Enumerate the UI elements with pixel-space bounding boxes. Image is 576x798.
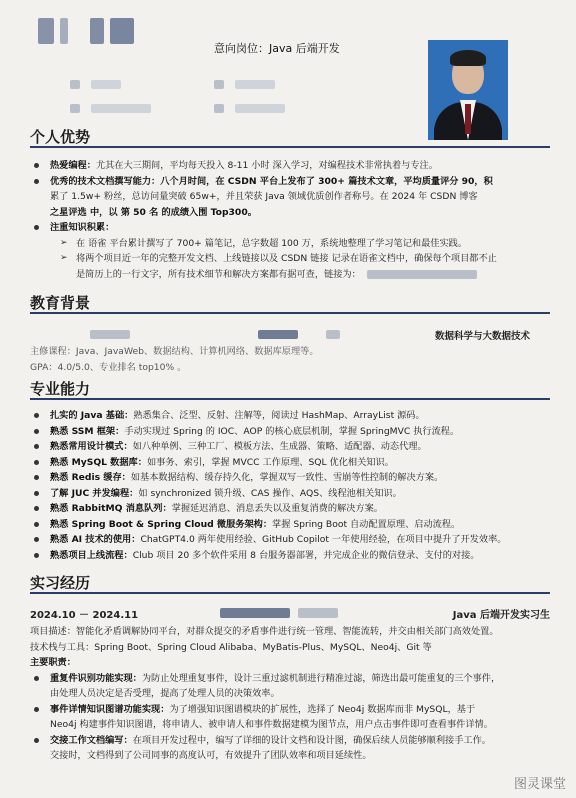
list-subitem: ➢ 在 语雀 平台累计撰写了 700+ 篇笔记，总字数超 100 万，系统地整理了学习笔记和最佳实践。 xyxy=(60,237,468,249)
section-title-education: 教育背景 xyxy=(30,294,91,312)
education-row xyxy=(30,328,550,342)
job-intention: 意向岗位：Java 后端开发 xyxy=(214,42,340,55)
skills-list: 扎实的 Java 基础：熟悉集合、泛型、反射、注解等，阅读过 HashMap、ArrayList 源码。 熟悉 SSM 框架：手动实现过 Spring 的 IOC、AOP 的核心底层机制，掌握 SpringMVC 执行流程。 熟悉常用设计模式：如八种单例、三种工厂、模板方法、生成器、策略、适配器、动态代理。 熟悉 MySQL 数据库：如事务、索引，掌握 MVCC 工作原理、SQL 优化相关知识。 熟悉 Redis 缓存：如基本数据结构、缓存持久化，掌握双写一致性、雪崩等性控制的解决方案。 了解 JUC 并发编程：如 synchronized 锁升级、CAS 操作、AQS、线程池相关知识。 熟悉 RabbitMQ 消息队列：掌握延迟消息、消息丢失以及重复消费的解决方案。 熟悉 Spring Boot & Spring Cloud 微服务架构：掌握 Spring Boot 自动配置原理、启动流程。 熟悉 AI 技术的使用：ChatGPT4.0 两年使用经验、GitHub Copilot 一年使用经验，在项目中提升了开发效率。 熟悉项目上线流程：Club 项目 20 多个软件采用 8 台服务器部署，并完成企业的微信登录、支付的对接。 xyxy=(30,408,550,563)
list-item: 重复件识别功能实现：为防止处理重复事件，设计三重过滤机制进行精准过滤，筛选出最可能重复的三个事件， 由处理人员决定是否受理，提高了处理人员的决策效率。 xyxy=(30,671,550,702)
list-item: 热爱编程：尤其在大三期间，平均每天投入 8-11 小时 深入学习，对编程技术非常执着与专注。 xyxy=(30,158,550,174)
contact-redacted-2 xyxy=(214,74,275,84)
experience-body xyxy=(30,624,550,764)
advantages-list xyxy=(30,158,550,282)
list-subitem: ➢ 将两个项目近一年的完整开发文档、上线链接以及 CSDN 链接 记录在语雀文档中，确保每个项目都不止 是简历上的一行文字，所有技术细节和解决方案都有据可查，链接为： xyxy=(60,253,497,280)
tech-stack: 技术栈与工具：Spring Boot、Spring Cloud Alibaba、MyBatis-Plus、MySQL、Neo4j、Git 等 xyxy=(30,641,432,653)
section-title-skills: 专业能力 xyxy=(30,380,91,398)
major: 数据科学与大数据技术 xyxy=(434,331,530,342)
list-item: 事件详情知识图谱功能实现：为了增强知识图谱模块的扩展性，选择了 Neo4j 数据库而非 MySQL，基于 Neo4j 构建事件知识图谱，将申请人、被申请人和事件数据建模为图节点，用户点击事件即可查看事件详情。 xyxy=(30,702,550,733)
section-rule xyxy=(30,146,550,148)
experience-role: Java 后端开发实习生 xyxy=(452,610,550,621)
duties-label: 主要职责： xyxy=(30,657,76,668)
list-item: 交接工作文档编写：在项目开发过程中，编写了详细的设计文档和设计图，确保后续人员能够顺利接手工作。 交接时，文档得到了公司同事的高度认可，有效提升了团队效率和项目延续性。 xyxy=(30,733,550,764)
experience-date: 2024.10 － 2024.11 xyxy=(30,610,139,621)
name-redacted xyxy=(38,18,134,44)
section-title-advantages: 个人优势 xyxy=(30,128,91,146)
section-rule xyxy=(30,398,550,400)
list-item: 注重知识积累： xyxy=(30,220,550,236)
gpa: GPA：4.0/5.0、专业排名 top10% 。 xyxy=(30,361,187,373)
section-title-experience: 实习经历 xyxy=(30,574,91,592)
section-rule xyxy=(30,592,550,594)
watermark: 图灵课堂 xyxy=(513,777,566,792)
courses: 主修课程：Java、JavaWeb、数据结构、计算机网络、数据库原理等。 xyxy=(30,346,319,357)
list-item: 优秀的技术文档撰写能力：八个月时间，在 CSDN 平台上发布了 300+ 篇技术文章，平均质量评分 90，积 累了 1.5w+ 粉丝，总访问量突破 65w+，并且荣获 Java 领域优质创作者称号。在 2024 年 CSDN 博客 之星评选 中，以 第 50 名 的成绩入围 Top300。 xyxy=(30,174,550,221)
contact-redacted-1 xyxy=(70,74,121,84)
project-description: 项目描述：智能化矛盾调解协同平台，对群众提交的矛盾事件进行统一管理、智能流转，并交由相关部门高效处置。 xyxy=(30,626,499,637)
education-details xyxy=(30,344,550,375)
profile-photo xyxy=(428,40,508,140)
contact-redacted-3 xyxy=(70,98,151,108)
section-rule xyxy=(30,312,550,314)
contact-redacted-4 xyxy=(214,98,285,108)
